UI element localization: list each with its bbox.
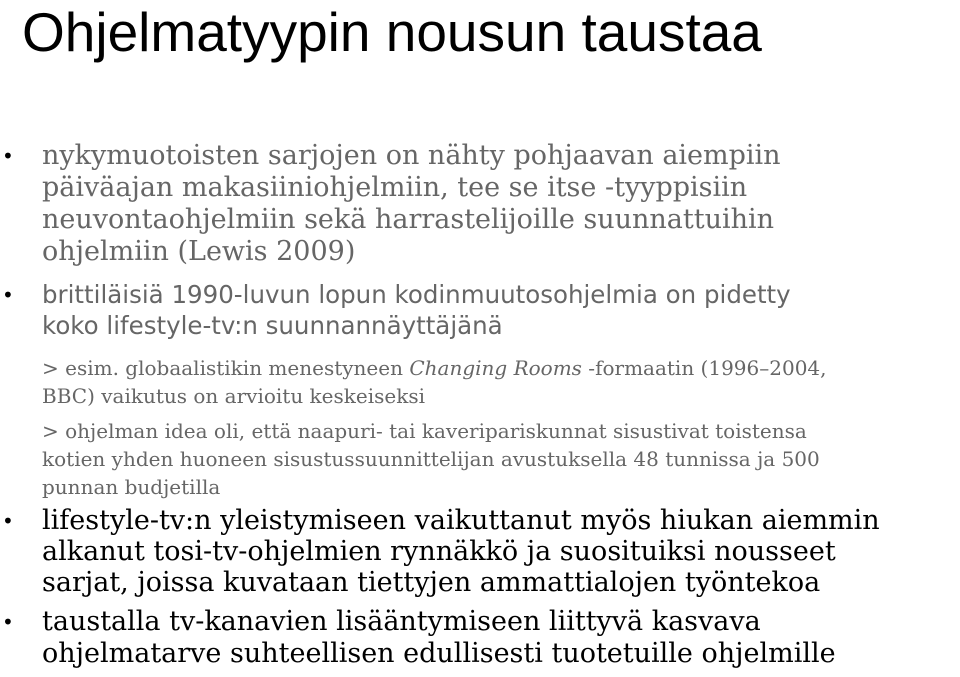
bullet-marker: • [2, 283, 14, 307]
sub-2-line-3: punnan budjetilla [42, 475, 221, 499]
bullet-marker: • [2, 610, 14, 634]
sub-2-line-2: kotien yhden huoneen sisustussuunnittelijan avustuksella 48 tunnissa ja 500 [42, 447, 820, 471]
sub-1-text-pre: > esim. globaalistikin menestyneen [42, 356, 410, 380]
bullet-1-line-4: ohjelmiin (Lewis 2009) [42, 236, 356, 267]
bullet-3-line-1: lifestyle-tv:n yleistymiseen vaikuttanut myös hiukan aiemmin [42, 505, 880, 536]
bullet-marker: • [2, 509, 14, 533]
bullet-marker: • [2, 144, 14, 168]
bullet-1-line-2: päiväajan makasiiniohjelmiin, tee se itse -tyyppisiin [42, 172, 748, 203]
slide-title: Ohjelmatyypin nousun taustaa [22, 1, 762, 63]
bullet-4-line-1: taustalla tv-kanavien lisääntymiseen liittyvä kasvava [42, 606, 761, 637]
sub-2-line-1: > ohjelman idea oli, että naapuri- tai kaveripariskunnat sisustivat toistensa [42, 419, 807, 443]
bullet-2-line-1: brittiläisiä 1990-luvun lopun kodinmuutosohjelmia on pidetty [42, 280, 791, 309]
bullet-4-line-2: ohjelmatarve suhteellisen edullisesti tuotetuille ohjelmille [42, 638, 836, 669]
bullet-3-line-3: sarjat, joissa kuvataan tiettyjen ammattialojen työntekoa [42, 567, 821, 598]
sub-1-line-2: BBC) vaikutus on arvioitu keskeiseksi [42, 384, 426, 408]
bullet-1-line-1: nykymuotoisten sarjojen on nähty pohjaavan aiempiin [42, 140, 781, 171]
sub-1-text-post: -formaatin (1996–2004, [581, 356, 827, 380]
sub-1-line-1 [42, 355, 827, 381]
bullet-2-line-2: koko lifestyle-tv:n suunnannäyttäjänä [42, 311, 503, 340]
bullet-1-line-3: neuvontaohjelmiin sekä harrastelijoille suunnattuihin [42, 204, 775, 235]
program-title: Changing Rooms [409, 356, 582, 380]
bullet-3-line-2: alkanut tosi-tv-ohjelmien rynnäkkö ja suosituiksi nousseet [42, 536, 836, 567]
